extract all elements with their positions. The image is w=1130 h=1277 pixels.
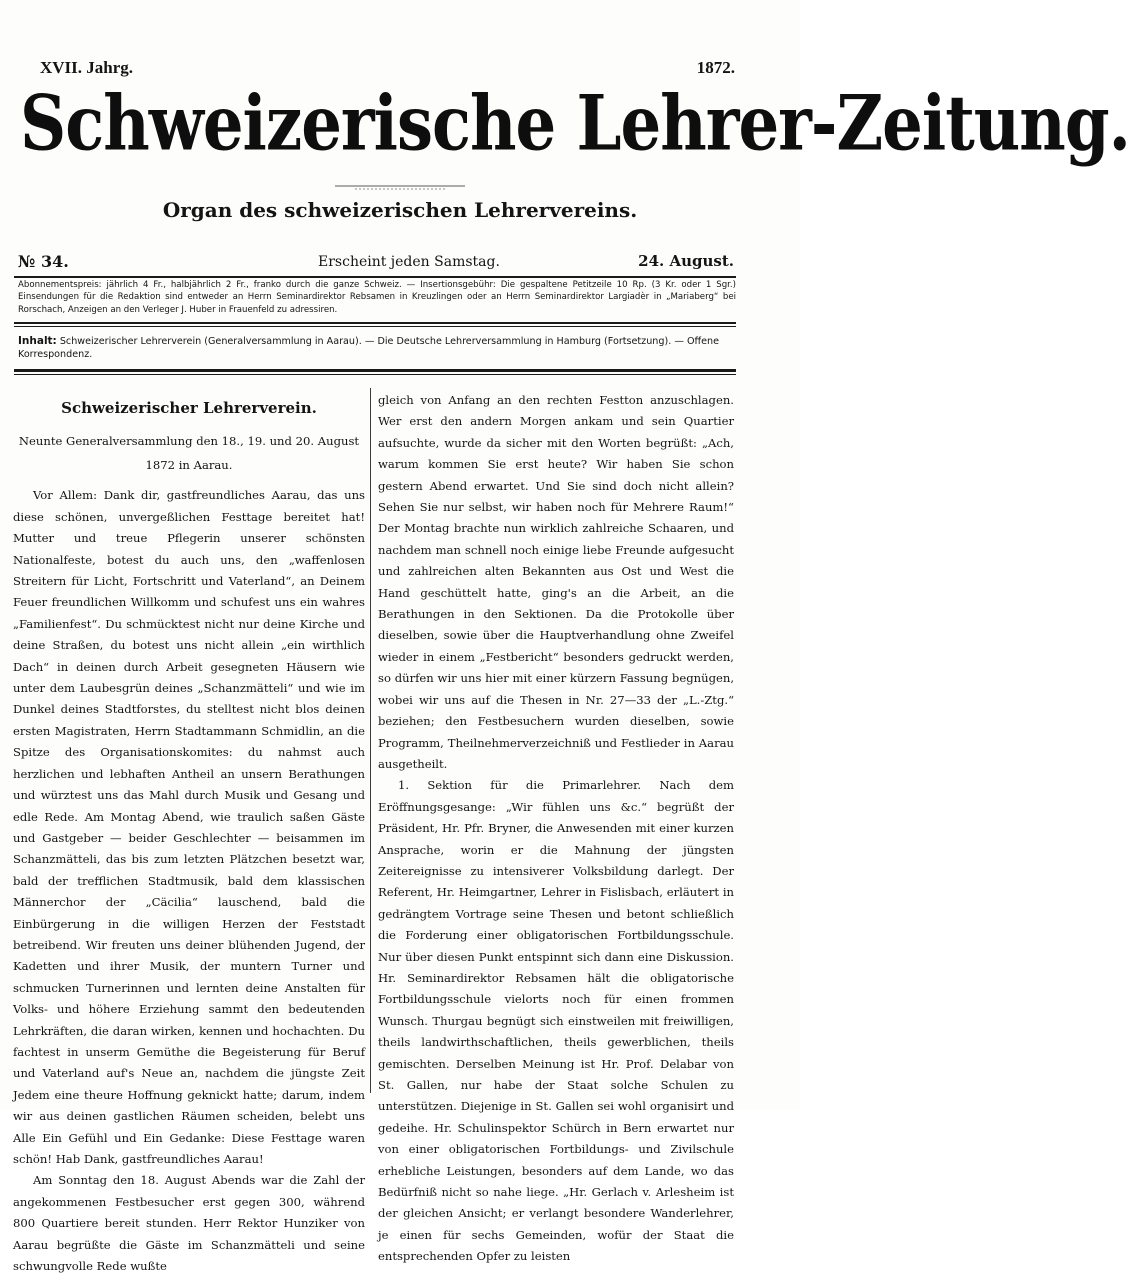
divider-rule xyxy=(14,326,736,327)
article-paragraph: Am Sonntag den 18. August Abends war die Zahl der angekommenen Festbesucher erst gegen 300, während 800 Quartiere bereit stunden. Herr Rektor Hunziker von Aarau begrüßte die Gäste im Schanzmätteli und seine schwungvolle Rede wußte xyxy=(13,1173,365,1274)
issue-date: 24. August. xyxy=(638,252,734,270)
header-top-row xyxy=(40,58,735,82)
column-divider xyxy=(370,388,371,1093)
year-label: 1872. xyxy=(696,58,735,77)
subscription-text: Abonnementspreis: jährlich 4 Fr., halbjährlich 2 Fr., franko durch die ganze Schweiz. — Insertionsgebühr: Die gespaltene Petitzeile 10 Rp. (3 Kr. oder 1 Sgr.) Einsendungen für die Redaktion sind entweder an Herrn Seminardirektor Rebsamen in Kreuzlingen oder an Herrn Seminardirektor Largiadèr in „Mariaberg“ bei Rorschach, Anzeigen an den Verleger J. Huber in Frauenfeld zu adressiren. xyxy=(18,280,736,315)
divider-rule xyxy=(14,374,736,375)
table-of-contents xyxy=(18,335,736,361)
volume-label: XVII. Jahrg. xyxy=(40,58,134,77)
issue-number: № 34. xyxy=(18,252,69,271)
masthead-title: Schweizerische Lehrer-Zeitung. xyxy=(20,80,1130,169)
article-heading: Schweizerischer Lehrerverein. xyxy=(61,399,317,417)
divider-rule xyxy=(14,369,736,372)
article-column-right xyxy=(378,390,734,1268)
divider-rule xyxy=(14,322,736,324)
publication-frequency: Erscheint jeden Samstag. xyxy=(318,254,500,270)
divider-rule xyxy=(14,276,736,278)
ornament-divider xyxy=(335,183,465,191)
article-subheading: Neunte Generalversammlung den 18., 19. und 20. August 1872 in Aarau. xyxy=(18,434,360,473)
issue-info-row xyxy=(18,252,734,274)
article-paragraph: Vor Allem: Dank dir, gastfreundliches Aarau, das uns diese schönen, unvergeßlichen Festtage bereitet hat! Mutter und treue Pflegerin unserer schönsten Nationalfeste, botest du auch uns, den „waffenlosen Streitern für Licht, Fortschritt und Vaterland“, an Deinem Feuer freundlichen Willkomm und schufest uns ein wahres „Familienfest“. Du schmücktest nicht nur deine Kirche und deine Straßen, du botest uns nicht allein „ein wirthlich Dach“ in deinen durch Arbeit gesegneten Häusern wie unter dem Laubesgrün deines „Schanzmätteli“ und wie im Dunkel deines Stadtforstes, du stelltest nicht blos deinen ersten Magistraten, Herrn Stadtammann Schmidlin, an die Spitze des Organisationskomites: du nahmst auch herzlichen und lebhaften Antheil an unsern Berathungen und würztest uns das Mahl durch Musik und Gesang und edle Rede. Am Montag Abend, wie traulich saßen Gäste und Gastgeber — beider Geschlechter — beisammen im Schanzmätteli, das bis zum letzten Plätzchen besetzt war, bald der trefflichen Stadtmusik, bald dem klassischen Männerchor der „Cäcilia“ lauschend, bald die Einbürgerung in die willigen Herzen der Feststadt betreibend. Wir freuten uns deiner blühenden Jugend, der Kadetten und ihrer Musik, der muntern Turner und schmucken Turnerinnen und lernten deine Anstalten für Volks- und höhere Erziehung sammt den bedeutenden Lehrkräften, die daran wirken, kennen und hochachten. Du fachtest in unserm Gemüthe die Begeisterung für Beruf und Vaterland auf's Neue an, nachdem die jüngste Zeit Jedem eine theure Hoffnung geknickt hatte; darum, indem wir aus deinen gastlichen Räumen scheiden, belebt uns Alle Ein Gefühl und Ein Gedanke: Diese Festtage waren schön! Hab Dank, gastfreundliches Aarau! xyxy=(13,488,365,1166)
article-column-left xyxy=(13,390,365,1277)
contents-text: Schweizerischer Lehrerverein (Generalversammlung in Aarau). — Die Deutsche Lehrerversammlung in Hamburg (Fortsetzung). — Offene Korrespondenz. xyxy=(18,336,720,360)
subscription-info xyxy=(18,279,736,316)
article-paragraph: 1. Sektion für die Primarlehrer. Nach dem Eröffnungsgesange: „Wir fühlen uns &c.“ begrüßt der Präsident, Hr. Pfr. Bryner, die Anwesenden mit einer kurzen Ansprache, worin er die Mahnung der jüngsten Zeitereignisse zu intensiverer Volksbildung darlegt. Der Referent, Hr. Heimgartner, Lehrer in Fislisbach, erläutert in gedrängtem Vortrage seine Thesen und betont schließlich die Forderung einer obligatorischen Fortbildungsschule. Nur über diesen Punkt entspinnt sich dann eine Diskussion. Hr. Seminardirektor Rebsamen hält die obligatorische Fortbildungsschule vielorts noch für einen frommen Wunsch. Thurgau begnügt sich einstweilen mit freiwilligen, theils landwirthschaftlichen, theils gewerblichen, theils gemischten. Derselben Meinung ist Hr. Prof. Delabar von St. Gallen, nur habe der Staat solche Schulen zu unterstützen. Diejenige in St. Gallen sei wohl organisirt und gedeihe. Hr. Schulinspektor Schürch in Bern erwartet nur von einer obligatorischen Fortbildungs- und Zivilschule erhebliche Leistungen, besonders auf dem Lande, wo das Bedürfniß nicht so nahe liege. „Hr. Gerlach v. Arlesheim ist der gleichen Ansicht; er verlangt besondere Wanderlehrer, je einen für sechs Gemeinden, wofür der Staat die entsprechenden Opfer zu leisten xyxy=(378,778,734,1264)
article-paragraph: gleich von Anfang an den rechten Festton anzuschlagen. Wer erst den andern Morgen ankam und sein Quartier aufsuchte, wurde da sicher mit den Worten begrüßt: „Ach, warum kommen Sie erst heute? Wir haben Sie schon gestern Abend erwartet. Und Sie sind doch nicht allein? Sehen Sie nur selbst, wir haben noch für Mehrere Raum!“ Der Montag brachte nun wirklich zahlreiche Schaaren, und nachdem man schnell noch einige liebe Freunde aufgesucht und zahlreichen alten Bekannten aus Ost und West die Hand geschüttelt hatte, ging's an die Arbeit, an die Berathungen in den Sektionen. Da die Protokolle über dieselben, sowie über die Hauptverhandlung ohne Zweifel wieder in einem „Festbericht“ besonders gedruckt werden, so dürfen wir uns hier mit einer kürzern Fassung begnügen, wobei wir uns auf die Thesen in Nr. 27—33 der „L.-Ztg.“ beziehen; den Festbesuchern wurden dieselben, sowie Programm, Theilnehmerverzeichniß und Festlieder in Aarau ausgetheilt. xyxy=(378,393,734,771)
contents-label: Inhalt: xyxy=(18,335,57,347)
masthead-subtitle: Organ des schweizerischen Lehrervereins. xyxy=(162,198,638,222)
